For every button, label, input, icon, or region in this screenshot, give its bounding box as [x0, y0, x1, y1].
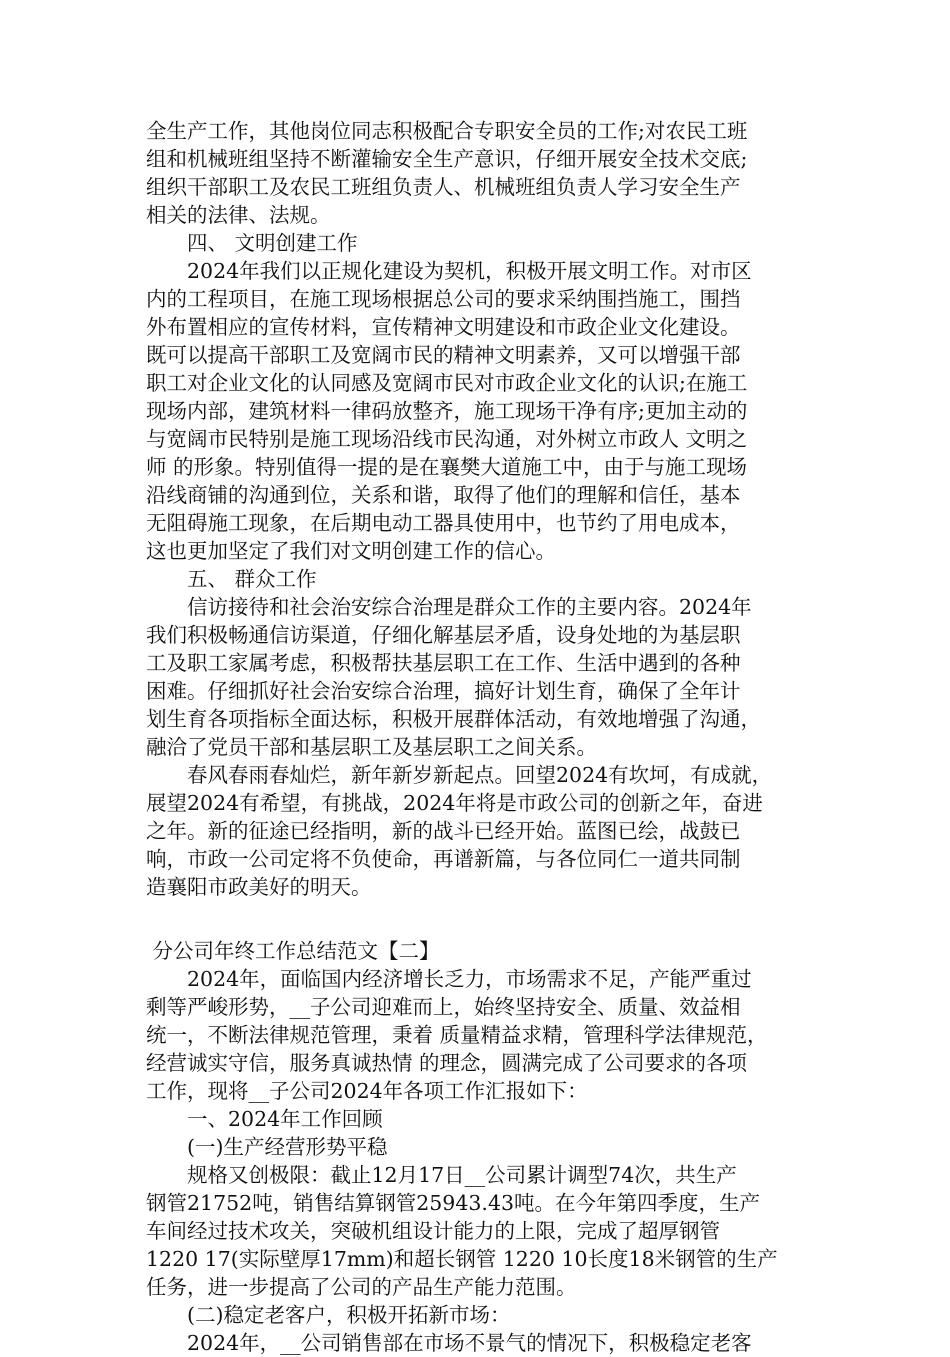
text-line: 相关的法律、法规。: [146, 203, 331, 227]
text-line: 融洽了党员干部和基层职工及基层职工之间关系。: [146, 735, 597, 759]
text-line: 响，市政一公司定将不负使命，再谱新篇，与各位同仁一道共同制: [146, 847, 741, 871]
text-line: 我们积极畅通信访渠道，仔细化解基层矛盾，设身处地的为基层职: [146, 623, 741, 647]
part-one: [146, 117, 826, 901]
text-line: 1220 17(实际壁厚17mm)和超长钢管 1220 10长度18米钢管的生产: [146, 1247, 778, 1271]
text-line: 职工对企业文化的认同感及宽阔市民对市政企业文化的认识;在施工: [146, 371, 748, 395]
text-line: 组和机械班组坚持不断灌输安全生产意识，仔细开展安全技术交底;: [146, 147, 748, 171]
text-line: 钢管21752吨，销售结算钢管25943.43吨。在今年第四季度，生产: [146, 1191, 761, 1215]
text-line: 现场内部，建筑材料一律码放整齐，施工现场干净有序;更加主动的: [146, 399, 748, 423]
text-line: 无阻碍施工现象，在后期电动工器具使用中，也节约了用电成本，: [146, 511, 741, 535]
text-line: 困难。仔细抓好社会治安综合治理，搞好计划生育，确保了全年计: [146, 679, 741, 703]
text-line: 任务，进一步提高了公司的产品生产能力范围。: [146, 1275, 577, 1299]
text-line: 2024年，__公司销售部在市场不景气的情况下，积极稳定老客: [146, 1331, 752, 1355]
section-heading: 五、 群众工作: [146, 567, 317, 591]
subsection-heading: (一)生产经营形势平稳: [146, 1135, 388, 1159]
document-section-title: 分公司年终工作总结范文【二】: [146, 939, 440, 963]
part-two: [146, 965, 826, 1357]
text-line: 统一，不断法律规范管理，秉着 质量精益求精，管理科学法律规范，: [146, 1023, 768, 1047]
document-page: [146, 117, 826, 1357]
section-heading: 四、 文明创建工作: [146, 231, 358, 255]
text-line: 春风春雨春灿烂，新年新岁新起点。回望2024有坎坷，有成就，: [146, 763, 773, 787]
text-line: 沿线商铺的沟通到位，关系和谐，取得了他们的理解和信任，基本: [146, 483, 741, 507]
subsection-heading: (二)稳定老客户，积极开拓新市场：: [146, 1303, 511, 1327]
text-line: 内的工程项目，在施工现场根据总公司的要求采纳围挡施工，围挡: [146, 287, 741, 311]
text-line: 与宽阔市民特别是施工现场沿线市民沟通，对外树立市政人 文明之: [146, 427, 748, 451]
text-line: 既可以提高干部职工及宽阔市民的精神文明素养，又可以增强干部: [146, 343, 741, 367]
text-line: 造襄阳市政美好的明天。: [146, 875, 372, 899]
text-line: 工作，现将__子公司2024年各项工作汇报如下：: [146, 1079, 588, 1103]
text-line: 全生产工作，其他岗位同志积极配合专职安全员的工作;对农民工班: [146, 119, 748, 143]
text-line: 2024年我们以正规化建设为契机，积极开展文明工作。对市区: [146, 259, 752, 283]
text-line: 外布置相应的宣传材料，宣传精神文明建设和市政企业文化建设。: [146, 315, 741, 339]
text-line: 经营诚实守信，服务真诚热情 的理念，圆满完成了公司要求的各项: [146, 1051, 748, 1075]
text-line: 这也更加坚定了我们对文明创建工作的信心。: [146, 539, 556, 563]
text-line: 剩等严峻形势，__子公司迎难而上，始终坚持安全、质量、效益相: [146, 995, 741, 1019]
text-line: 信访接待和社会治安综合治理是群众工作的主要内容。2024年: [146, 595, 752, 619]
text-line: 2024年，面临国内经济增长乏力，市场需求不足，产能严重过: [146, 967, 752, 991]
text-line: 展望2024有希望，有挑战，2024年将是市政公司的创新之年，奋进: [146, 791, 763, 815]
text-line: 师 的形象。特别值得一提的是在襄樊大道施工中，由于与施工现场: [146, 455, 748, 479]
text-line: 车间经过技术攻关，突破机组设计能力的上限，完成了超厚钢管: [146, 1219, 720, 1243]
text-line: 之年。新的征途已经指明，新的战斗已经开始。蓝图已绘，战鼓已: [146, 819, 741, 843]
text-line: 工及职工家属考虑，积极帮扶基层职工在工作、生活中遇到的各种: [146, 651, 741, 675]
text-line: 划生育各项指标全面达标，积极开展群体活动，有效地增强了沟通，: [146, 707, 761, 731]
paragraph-gap: [146, 901, 826, 937]
section-heading: 一、2024年工作回顾: [146, 1107, 383, 1131]
text-line: 规格又创极限：截止12月17日__公司累计调型74次，共生产: [146, 1163, 737, 1187]
text-line: 组织干部职工及农民工班组负责人、机械班组负责人学习安全生产: [146, 175, 741, 199]
